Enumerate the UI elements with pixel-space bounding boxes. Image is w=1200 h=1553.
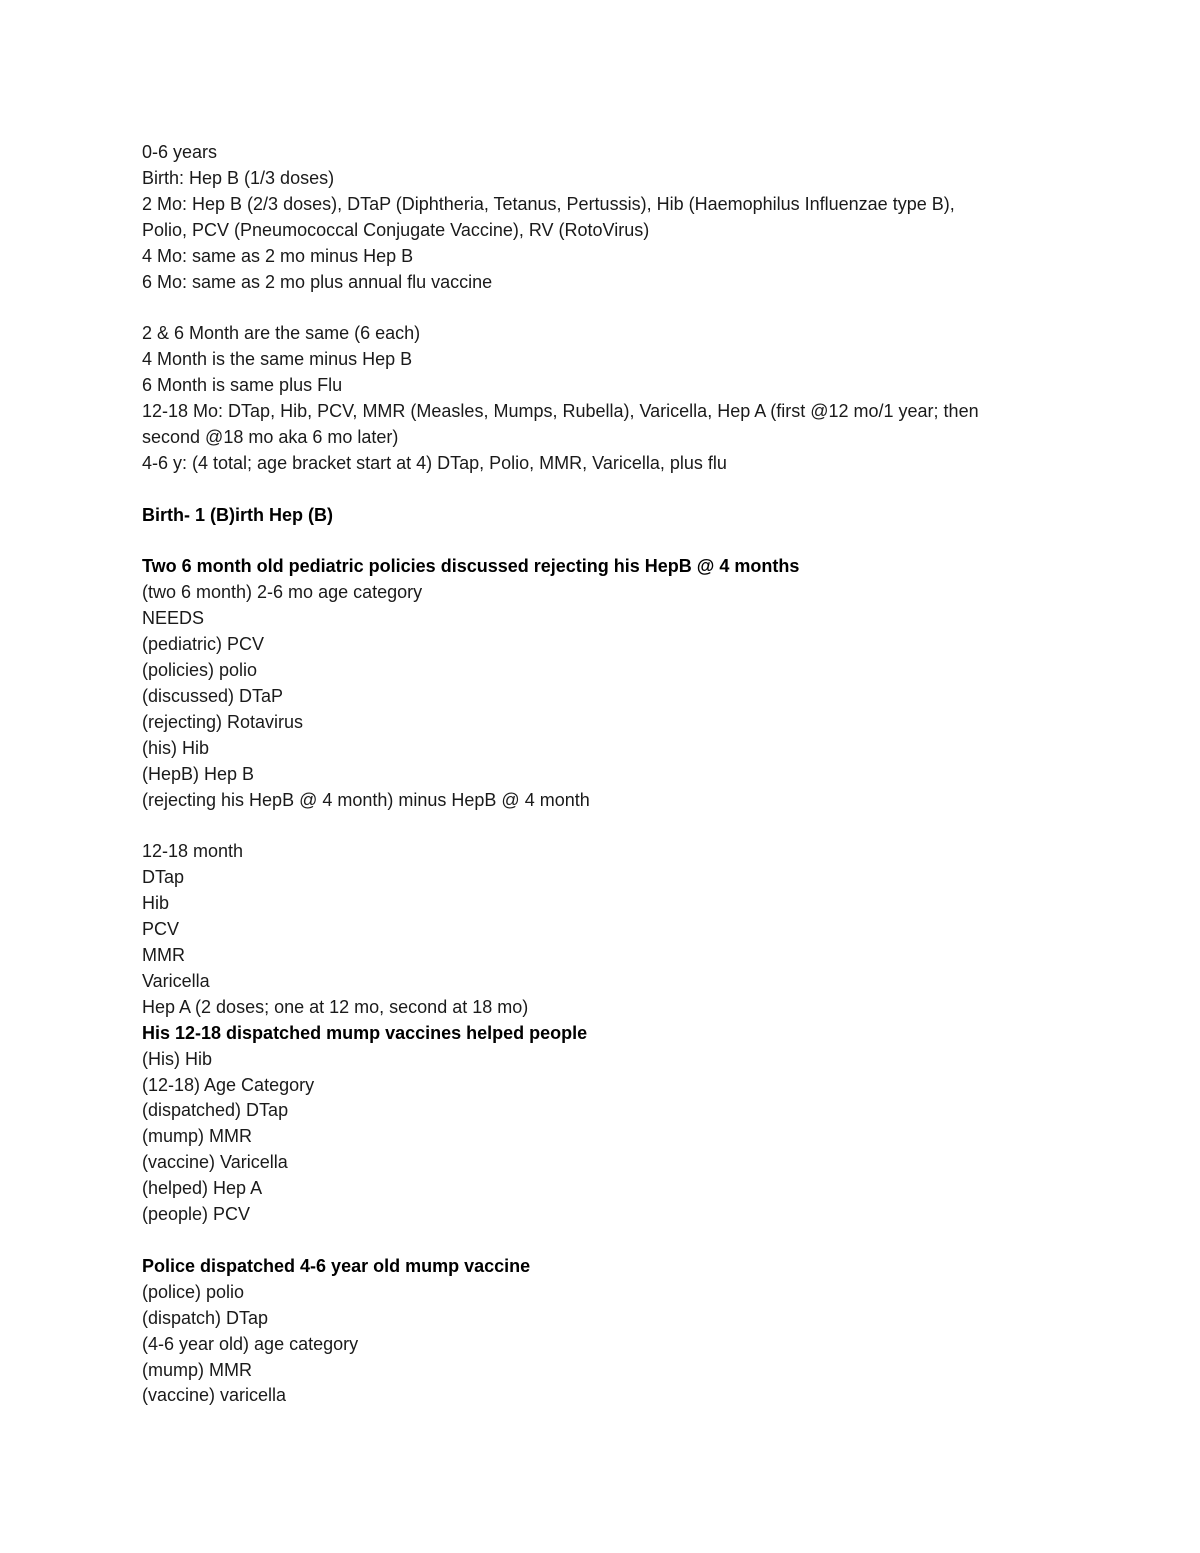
text-line: (vaccine) Varicella <box>142 1152 288 1173</box>
text-line: 4 Month is the same minus Hep B <box>142 349 413 370</box>
text-line: (two 6 month) 2-6 mo age category <box>142 582 423 603</box>
text-line: NEEDS <box>142 608 205 629</box>
text-line: PCV <box>142 919 180 940</box>
text-line: Hep A (2 doses; one at 12 mo, second at 18 mo) <box>142 996 529 1017</box>
heading-line: Police dispatched 4-6 year old mump vaccine <box>142 1255 531 1276</box>
document-body <box>142 140 1082 1409</box>
text-line: (dispatched) DTap <box>142 1100 289 1121</box>
text-line: Polio, PCV (Pneumococcal Conjugate Vaccine), RV (RotoVirus) <box>142 219 650 240</box>
text-line: Varicella <box>142 970 210 991</box>
text-line: (HepB) Hep B <box>142 763 255 784</box>
blank-line <box>142 477 1082 503</box>
text-line: DTap <box>142 867 185 888</box>
text-line: 12-18 Mo: DTap, Hib, PCV, MMR (Measles, Mumps, Rubella), Varicella, Hep A (first @12 mo/1 year; then <box>142 401 979 422</box>
text-line: (mump) MMR <box>142 1126 252 1147</box>
heading-line: His 12-18 dispatched mump vaccines helped people <box>142 1022 588 1043</box>
text-line: (helped) Hep A <box>142 1178 263 1199</box>
text-line: (pediatric) PCV <box>142 634 265 655</box>
heading-line: Birth- 1 (B)irth Hep (B) <box>142 504 333 525</box>
text-line: 2 Mo: Hep B (2/3 doses), DTaP (Diphtheria, Tetanus, Pertussis), Hib (Haemophilus Influenzae type B), <box>142 193 955 214</box>
text-line: 2 & 6 Month are the same (6 each) <box>142 323 421 344</box>
text-line: Hib <box>142 893 170 914</box>
heading-line: Two 6 month old pediatric policies discussed rejecting his HepB @ 4 months <box>142 556 800 577</box>
text-line: (rejecting) Rotavirus <box>142 711 304 732</box>
text-line: Birth: Hep B (1/3 doses) <box>142 167 335 188</box>
text-line: MMR <box>142 945 185 966</box>
text-line: (his) Hib <box>142 737 210 758</box>
text-line: (discussed) DTaP <box>142 685 284 706</box>
text-line: (police) polio <box>142 1281 245 1302</box>
text-line: 0-6 years <box>142 142 218 162</box>
text-line: (policies) polio <box>142 660 258 681</box>
text-line: (vaccine) varicella <box>142 1385 287 1406</box>
text-line: (rejecting his HepB @ 4 month) minus HepB @ 4 month <box>142 789 590 810</box>
text-line: 6 Mo: same as 2 mo plus annual flu vaccine <box>142 271 493 292</box>
text-line: (mump) MMR <box>142 1359 252 1380</box>
blank-line <box>142 295 1082 321</box>
blank-line <box>142 1228 1082 1254</box>
text-line: 4-6 y: (4 total; age bracket start at 4) DTap, Polio, MMR, Varicella, plus flu <box>142 452 727 473</box>
text-line: (His) Hib <box>142 1048 212 1069</box>
text-line: second @18 mo aka 6 mo later) <box>142 426 399 447</box>
text-line: 6 Month is same plus Flu <box>142 375 343 396</box>
text-line: 12-18 month <box>142 841 244 862</box>
text-line: (people) PCV <box>142 1204 251 1225</box>
text-line: (4-6 year old) age category <box>142 1333 359 1354</box>
text-line: (dispatch) DTap <box>142 1307 269 1328</box>
blank-line <box>142 814 1082 840</box>
text-line: 4 Mo: same as 2 mo minus Hep B <box>142 245 414 266</box>
blank-line <box>142 529 1082 555</box>
text-line: (12-18) Age Category <box>142 1074 315 1095</box>
